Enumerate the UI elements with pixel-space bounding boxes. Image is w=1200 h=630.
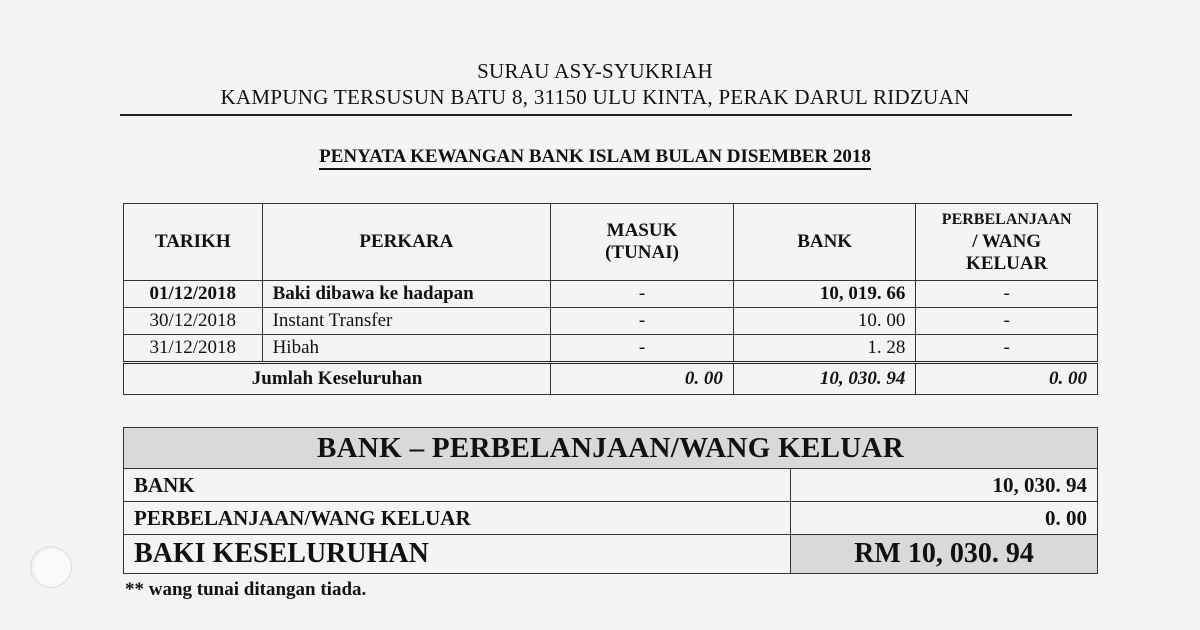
column-header-cash-in-line1: MASUK [606, 220, 678, 241]
column-header-out-line2: / WANG [972, 231, 1042, 252]
row-bank: 10. 00 [733, 308, 916, 335]
row-date: 30/12/2018 [124, 308, 263, 335]
statement-title-text: PENYATA KEWANGAN BANK ISLAM BULAN DISEMBER 2018 [319, 146, 871, 170]
total-label: Jumlah Keseluruhan [124, 363, 551, 395]
organization-address: KAMPUNG TERSUSUN BATU 8, 31150 ULU KINTA, PERAK DARUL RIDZUAN [220, 85, 970, 109]
row-cash-in: - [551, 308, 734, 335]
summary-balance-value: RM 10, 030. 94 [791, 535, 1098, 574]
row-bank: 1. 28 [733, 335, 916, 363]
column-header-item: PERKARA [262, 204, 551, 281]
summary-bank-value: 10, 030. 94 [791, 469, 1098, 502]
column-header-out-line3: KELUAR [966, 253, 1048, 274]
row-item: Instant Transfer [262, 308, 551, 335]
summary-bank-row [124, 469, 1098, 502]
table-row [124, 281, 1098, 308]
total-row [124, 363, 1098, 395]
summary-out-label: PERBELANJAAN/WANG KELUAR [124, 502, 791, 535]
row-date: 31/12/2018 [124, 335, 263, 363]
column-header-date: TARIKH [124, 204, 263, 281]
total-bank: 10, 030. 94 [733, 363, 916, 395]
organization-name: SURAU ASY-SYUKRIAH [477, 59, 713, 83]
summary-balance-row [124, 535, 1098, 574]
column-header-bank: BANK [733, 204, 916, 281]
summary-out-value: 0. 00 [791, 502, 1098, 535]
summary-table [123, 427, 1098, 574]
column-header-out-line1: PERBELANJAAN [941, 211, 1072, 228]
column-header-cash-in-line2: (TUNAI) [605, 242, 679, 263]
summary-title: BANK – PERBELANJAAN/WANG KELUAR [124, 428, 1098, 469]
ledger-header-row [124, 204, 1098, 281]
row-item: Hibah [262, 335, 551, 363]
footnote: ** wang tunai ditangan tiada. [125, 579, 367, 600]
table-row [124, 308, 1098, 335]
header-divider [120, 114, 1072, 116]
row-out: - [916, 335, 1098, 363]
row-item: Baki dibawa ke hadapan [262, 281, 551, 308]
row-date: 01/12/2018 [124, 281, 263, 308]
row-out: - [916, 281, 1098, 308]
column-header-cash-in [551, 204, 734, 281]
total-out: 0. 00 [916, 363, 1098, 395]
table-row [124, 335, 1098, 363]
summary-out-row [124, 502, 1098, 535]
ledger-table [123, 203, 1098, 395]
total-cash-in: 0. 00 [551, 363, 734, 395]
document-header [120, 58, 1070, 110]
punch-hole [30, 546, 72, 588]
row-cash-in: - [551, 281, 734, 308]
summary-header-row [124, 428, 1098, 469]
column-header-out [916, 204, 1098, 281]
statement-title [120, 146, 1070, 168]
row-out: - [916, 308, 1098, 335]
row-cash-in: - [551, 335, 734, 363]
row-bank: 10, 019. 66 [733, 281, 916, 308]
summary-balance-label: BAKI KESELURUHAN [124, 535, 791, 574]
summary-bank-label: BANK [124, 469, 791, 502]
